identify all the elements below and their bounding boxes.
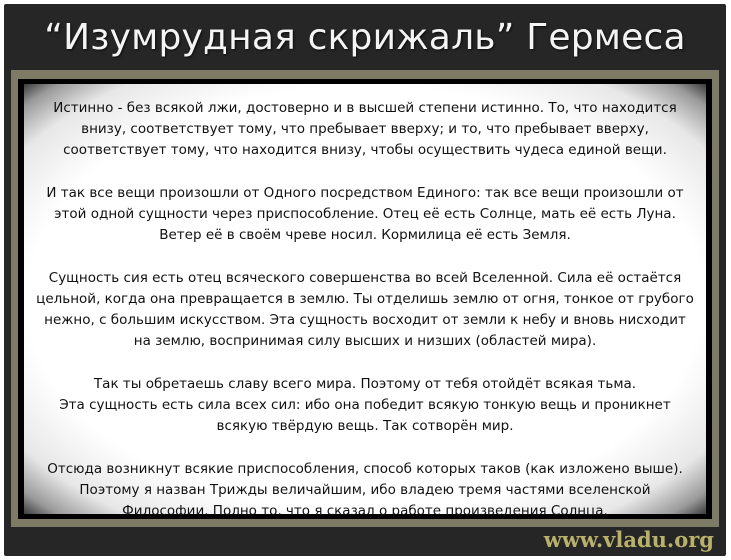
text-line: Философии. Полно то, что я сказал о работе произведения Солнца. bbox=[122, 503, 608, 519]
tablet-text bbox=[34, 98, 696, 544]
text-line: Поэтому я назван Трижды величайшим, ибо владею тремя частями вселенской bbox=[79, 482, 651, 498]
text-line: этой одной сущности через приспособление. Отец её есть Солнце, мать её есть Луна. bbox=[54, 206, 676, 222]
paragraph-1 bbox=[34, 98, 696, 161]
text-line: нежно, с большим искусством. Эта сущность восходит от земли к небу и вновь нисходит bbox=[44, 312, 686, 328]
text-line: Сущность сия есть отец всяческого совершенства во всей Вселенной. Сила её остаётся bbox=[48, 270, 682, 286]
text-line: соответствует тому, что находится внизу, чтобы осуществить чудеса единой вещи. bbox=[63, 142, 667, 158]
text-line: цельной, когда она превращается в землю. Ты отделишь землю от огня, тонкое от грубого bbox=[36, 291, 694, 307]
paragraph-5 bbox=[34, 459, 696, 522]
page-title: “Изумрудная скрижаль” Гермеса bbox=[44, 17, 686, 58]
paragraph-3 bbox=[34, 268, 696, 352]
text-panel bbox=[24, 84, 706, 519]
text-line: внизу, соответствует тому, что пребывает вверху; и то, что пребывает вверху, bbox=[81, 121, 649, 137]
text-line: Эта сущность есть сила всех сил: ибо она победит всякую тонкую вещь и проникнет bbox=[59, 397, 671, 413]
site-watermark: www.vladu.org bbox=[543, 527, 714, 552]
text-line: Так ты обретаешь славу всего мира. Поэтому от тебя отойдёт всякая тьма. bbox=[93, 376, 637, 392]
poster-frame bbox=[4, 4, 726, 556]
text-line: Истинно - без всякой лжи, достоверно и в высшей степени истинно. То, что находится bbox=[53, 100, 677, 116]
paragraph-2 bbox=[34, 183, 696, 246]
text-line: Отсюда возникнут всякие приспособления, способ которых таков (как изложено выше). bbox=[47, 461, 683, 477]
paragraph-4 bbox=[34, 374, 696, 437]
text-line: всякую твёрдую вещь. Так сотворён мир. bbox=[216, 418, 514, 434]
text-line: Ветер её в своём чреве носил. Кормилица её есть Земля. bbox=[159, 227, 571, 243]
text-line: И так все вещи произошли от Одного посредством Единого: так все вещи произошли от bbox=[46, 185, 684, 201]
text-line: на землю, воспринимая силу высших и низших (областей мира). bbox=[133, 333, 597, 349]
